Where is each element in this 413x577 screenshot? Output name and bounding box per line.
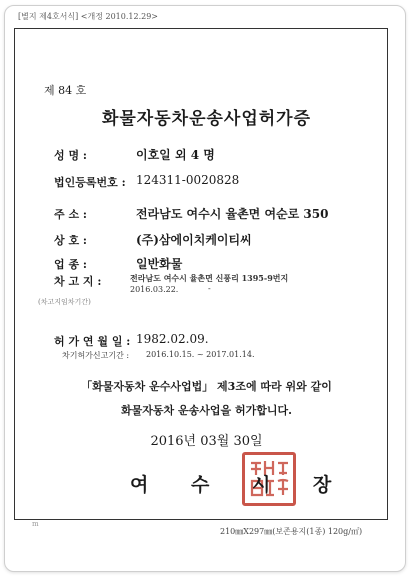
renewal-period-value: 2016.10.15. ~ 2017.01.14. [146, 350, 255, 359]
address-label: 주 소 : [54, 208, 87, 221]
permit-date-value: 1982.02.09. [136, 332, 209, 346]
paper-spec: 210㎜X297㎜(보존용지(1종) 120g/㎡) [220, 527, 363, 536]
registration-label: 법인등록번호 : [54, 176, 126, 189]
renewal-period-label: 차기허가신고기간 : [62, 351, 130, 360]
garage-value: 전라남도 여수시 율촌면 신풍리 1395-9번지 [130, 273, 289, 283]
company-value: (주)삼에이치케이티씨 [136, 233, 252, 247]
company-label: 상 호 : [54, 234, 87, 247]
issuer-name: 여 수 시 장 [130, 474, 350, 496]
certificate-title: 화물자동차운송사업허가증 [101, 109, 312, 129]
garage-date: 2016.03.22. [130, 285, 179, 294]
permit-date-label: 허 가 연 월 일 : [54, 335, 131, 348]
registration-value: 124311-0020828 [136, 173, 240, 187]
document-number: 제 84 호 [44, 84, 87, 97]
issue-date: 2016년 03월 30일 [150, 434, 263, 449]
business-type-label: 업 종 : [54, 258, 87, 271]
name-label: 성 명 : [54, 149, 87, 162]
statement-line-2: 화물자동차 운송사업을 허가합니다. [121, 404, 292, 417]
statement-line-1: 「화물자동차 운수사업법」 제3조에 따라 위와 같이 [81, 380, 332, 393]
form-label: [별지 제4호서식] <개정 2010.12.29> [18, 12, 158, 21]
name-value: 이호일 외 4 명 [136, 148, 215, 162]
garage-label: 차 고 지 : [54, 275, 102, 288]
side-mark: m [32, 520, 39, 528]
garage-dash: - [208, 284, 211, 293]
garage-note: (차고지임차기간) [38, 298, 91, 306]
address-value: 전라남도 여수시 율촌면 여순로 350 [136, 207, 329, 221]
business-type-value: 일반화물 [136, 257, 183, 271]
